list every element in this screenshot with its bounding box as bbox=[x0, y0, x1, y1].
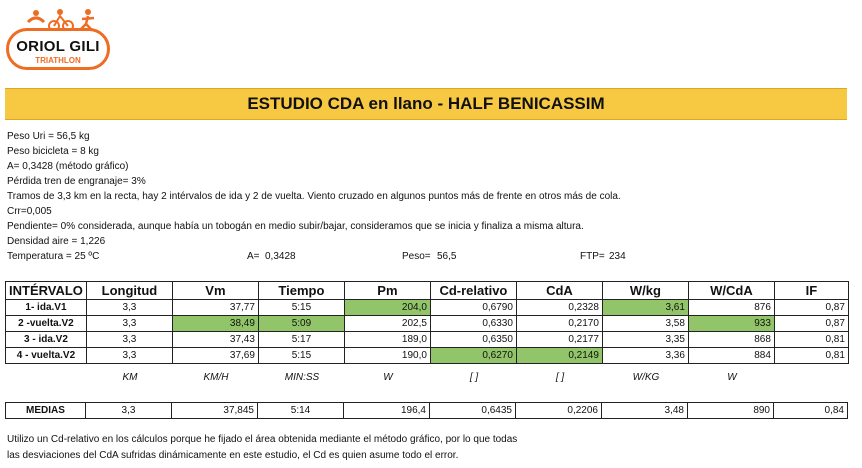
footer-line: las desviaciones del CdA sufridas dinámicamente en este estudio, el Cd es quien asume todo el error. bbox=[7, 450, 459, 461]
avg-wcda: 890 bbox=[688, 403, 774, 419]
cell-if: 0,81 bbox=[774, 348, 848, 364]
logo bbox=[6, 6, 114, 72]
avg-power: 196,4 bbox=[344, 403, 430, 419]
interval-name: 2 -vuelta.V2 bbox=[6, 316, 87, 332]
unit-label: KM bbox=[122, 372, 138, 383]
logo-name: ORIOL GILI bbox=[16, 38, 100, 55]
footer-line: Utilizo un Cd-relativo en los cálculos porque he fijado el área obtenida mediante el método gráfico, por lo que todas bbox=[7, 434, 518, 445]
column-header: Cd-relativo bbox=[430, 282, 516, 300]
table-row bbox=[6, 300, 849, 316]
note-line: Crr=0,005 bbox=[7, 206, 52, 217]
avg-wkg: 3,48 bbox=[602, 403, 688, 419]
note-line: Tramos de 3,3 km en la recta, hay 2 intérvalos de ida y 2 de vuelta. Viento cruzado en algunos puntos más de frente en otros más de cola. bbox=[7, 191, 621, 202]
table-row bbox=[6, 316, 849, 332]
note-line: Pendiente= 0% considerada, aunque había un tobogán en medio subir/bajar, consideramos que se inicia y finaliza a misma altura. bbox=[7, 221, 584, 232]
column-header: Pm bbox=[344, 282, 430, 300]
cell-length: 3,3 bbox=[86, 316, 172, 332]
column-header: Tiempo bbox=[258, 282, 344, 300]
unit-label: KM/H bbox=[203, 372, 229, 383]
cell-wkg: 3,35 bbox=[602, 332, 688, 348]
avg-cd: 0,6435 bbox=[430, 403, 516, 419]
table-row bbox=[6, 348, 849, 364]
cell-wcda: 876 bbox=[688, 300, 774, 316]
column-header: CdA bbox=[516, 282, 602, 300]
cell-wkg: 3,61 bbox=[602, 300, 688, 316]
cell-cda: 0,2149 bbox=[516, 348, 602, 364]
note-line: Peso bicicleta = 8 kg bbox=[7, 146, 99, 157]
parameters-row bbox=[7, 249, 847, 264]
unit-label: MIN:SS bbox=[284, 372, 320, 383]
unit-label: W bbox=[727, 372, 737, 383]
temperature-note: Temperatura = 25 ºC bbox=[7, 251, 100, 262]
averages-row bbox=[6, 403, 848, 419]
weight-value: 56,5 bbox=[437, 251, 457, 262]
cell-cda: 0,2170 bbox=[516, 316, 602, 332]
cell-time: 5:17 bbox=[258, 332, 344, 348]
note-line: Peso Uri = 56,5 kg bbox=[7, 131, 90, 142]
unit-label: W bbox=[383, 372, 393, 383]
avg-speed: 37,845 bbox=[172, 403, 258, 419]
cell-power: 190,0 bbox=[344, 348, 430, 364]
column-header: Longitud bbox=[86, 282, 172, 300]
avg-time: 5:14 bbox=[258, 403, 344, 419]
note-line: Pérdida tren de engranaje= 3% bbox=[7, 176, 146, 187]
cell-length: 3,3 bbox=[86, 300, 172, 316]
cell-wkg: 3,36 bbox=[602, 348, 688, 364]
logo-subtitle: TRIATHLON bbox=[35, 56, 81, 65]
area-value: 0,3428 bbox=[265, 251, 296, 262]
cell-if: 0,87 bbox=[774, 316, 848, 332]
unit-label: W/KG bbox=[632, 372, 660, 383]
cell-wcda: 933 bbox=[688, 316, 774, 332]
column-header: W/kg bbox=[602, 282, 688, 300]
cell-if: 0,81 bbox=[774, 332, 848, 348]
cell-power: 189,0 bbox=[344, 332, 430, 348]
avg-if: 0,84 bbox=[774, 403, 848, 419]
table-header-row bbox=[6, 282, 849, 300]
cell-if: 0,87 bbox=[774, 300, 848, 316]
cell-cd: 0,6350 bbox=[430, 332, 516, 348]
cell-speed: 37,77 bbox=[172, 300, 258, 316]
column-header: IF bbox=[774, 282, 848, 300]
table-row bbox=[6, 332, 849, 348]
ftp-label: FTP= bbox=[580, 251, 605, 262]
column-header: Vm bbox=[172, 282, 258, 300]
cell-time: 5:15 bbox=[258, 300, 344, 316]
cell-speed: 38,49 bbox=[172, 316, 258, 332]
cell-wcda: 884 bbox=[688, 348, 774, 364]
averages-table bbox=[5, 402, 848, 419]
interval-name: 3 - ida.V2 bbox=[6, 332, 87, 348]
cell-speed: 37,43 bbox=[172, 332, 258, 348]
interval-name: 4 - vuelta.V2 bbox=[6, 348, 87, 364]
note-line: Densidad aire = 1,226 bbox=[7, 236, 106, 247]
cell-length: 3,3 bbox=[86, 332, 172, 348]
cell-cd: 0,6790 bbox=[430, 300, 516, 316]
footer-note bbox=[7, 432, 517, 464]
cell-cd: 0,6270 bbox=[430, 348, 516, 364]
cell-speed: 37,69 bbox=[172, 348, 258, 364]
intervals-table bbox=[5, 281, 849, 364]
cell-cda: 0,2177 bbox=[516, 332, 602, 348]
avg-length: 3,3 bbox=[86, 403, 172, 419]
cell-time: 5:15 bbox=[258, 348, 344, 364]
weight-label: Peso= bbox=[402, 251, 431, 262]
cell-wcda: 868 bbox=[688, 332, 774, 348]
cell-length: 3,3 bbox=[86, 348, 172, 364]
cell-cda: 0,2328 bbox=[516, 300, 602, 316]
cell-cd: 0,6330 bbox=[430, 316, 516, 332]
averages-label: MEDIAS bbox=[6, 403, 86, 419]
study-notes bbox=[7, 129, 847, 264]
column-header: W/CdA bbox=[688, 282, 774, 300]
column-header: INTÉRVALO bbox=[6, 282, 87, 300]
cell-time: 5:09 bbox=[258, 316, 344, 332]
note-line: A= 0,3428 (método gráfico) bbox=[7, 161, 129, 172]
unit-label: [ ] bbox=[555, 372, 565, 383]
cell-power: 202,5 bbox=[344, 316, 430, 332]
ftp-value: 234 bbox=[609, 251, 626, 262]
page-title: ESTUDIO CDA en llano - HALF BENICASSIM bbox=[5, 88, 847, 120]
cell-power: 204,0 bbox=[344, 300, 430, 316]
area-label: A= bbox=[247, 251, 260, 262]
cell-wkg: 3,58 bbox=[602, 316, 688, 332]
unit-label: [ ] bbox=[469, 372, 479, 383]
interval-name: 1- ida.V1 bbox=[6, 300, 87, 316]
avg-cda: 0,2206 bbox=[516, 403, 602, 419]
